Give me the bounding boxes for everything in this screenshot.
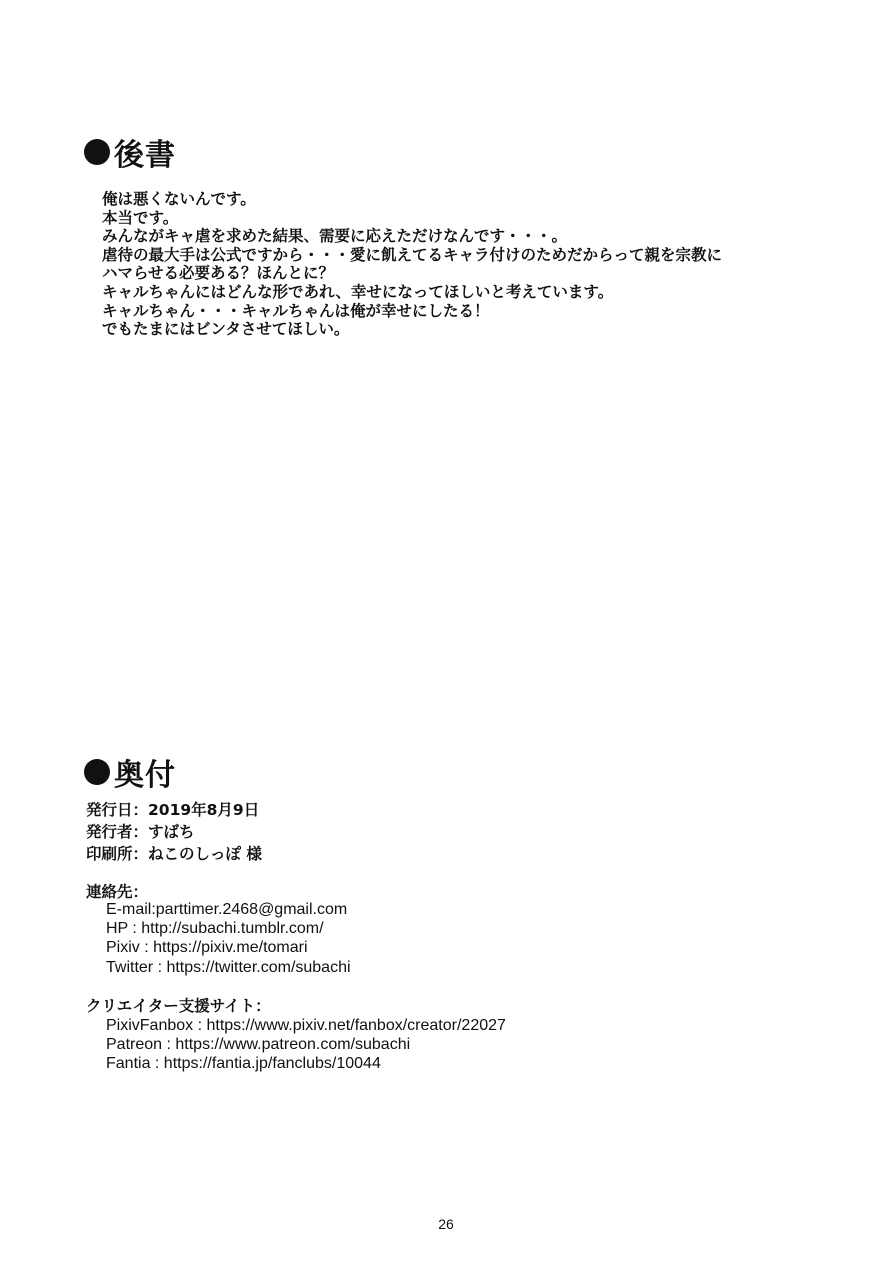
contact-pixiv: Pixiv : https://pixiv.me/tomari bbox=[106, 939, 308, 957]
support-sites-list bbox=[106, 1016, 506, 1074]
afterword-line: ハマらせる必要ある？ほんとに？ bbox=[102, 264, 335, 283]
bullet-icon bbox=[84, 139, 110, 165]
contact-email: E-mail:parttimer.2468@gmail.com bbox=[106, 901, 348, 918]
afterword-line: 本当です。 bbox=[102, 208, 179, 227]
afterword-body bbox=[102, 190, 722, 339]
publisher: 発行者：すばち bbox=[86, 823, 195, 841]
afterword-line: キャルちゃん・・・キャルちゃんは俺が幸せにしたる！ bbox=[102, 301, 490, 320]
contact-list bbox=[106, 900, 351, 977]
support-fantia: Fantia : https://fantia.jp/fanclubs/10044 bbox=[106, 1055, 381, 1073]
printer: 印刷所：ねこのしっぽ 様 bbox=[86, 845, 262, 863]
page-number: 26 bbox=[438, 1216, 454, 1232]
colophon-heading bbox=[84, 750, 176, 794]
colophon-title: 奥付 bbox=[114, 758, 176, 793]
bullet-icon bbox=[84, 759, 110, 785]
afterword-line: みんながキャ虐を求めた結果、需要に応えただけなんです・・・。 bbox=[102, 227, 568, 246]
publication-info bbox=[86, 799, 262, 865]
afterword-line: 虐待の最大手は公式ですから・・・愛に飢えてるキャラ付けのためだからって親を宗教に bbox=[102, 245, 723, 264]
contact-twitter: Twitter : https://twitter.com/subachi bbox=[106, 958, 351, 976]
afterword-line: 俺は悪くないんです。 bbox=[102, 190, 256, 208]
afterword-line: でもたまにはビンタさせてほしい。 bbox=[102, 320, 350, 339]
afterword-line: キャルちゃんにはどんな形であれ、幸せになってほしいと考えています。 bbox=[102, 282, 614, 301]
afterword-title: 後書 bbox=[114, 138, 176, 173]
support-sites-title: クリエイター支援サイト： bbox=[86, 997, 271, 1015]
afterword-heading bbox=[84, 130, 176, 174]
publication-date: 発行日：2019年8月9日 bbox=[86, 801, 260, 819]
contact-homepage: HP : http://subachi.tumblr.com/ bbox=[106, 920, 324, 938]
contact-title: 連絡先： bbox=[86, 883, 149, 901]
support-patreon: Patreon : https://www.patreon.com/subachi bbox=[106, 1036, 411, 1054]
support-pixivfanbox: PixivFanbox : https://www.pixiv.net/fanbox/creator/22027 bbox=[106, 1017, 506, 1034]
